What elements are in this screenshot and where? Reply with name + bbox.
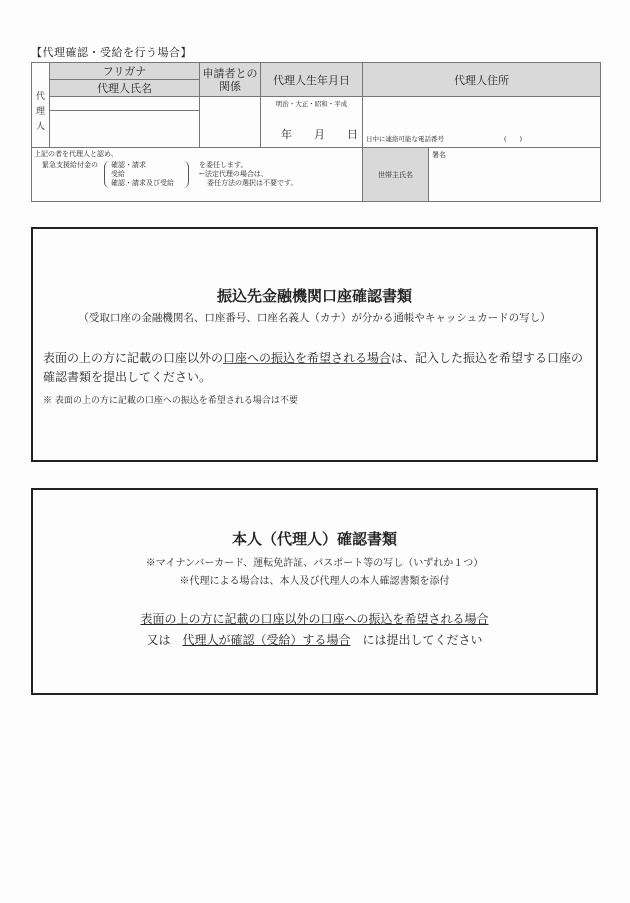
bank-box-title: 振込先金融機関口座確認書類 <box>216 287 412 305</box>
id-box-note-2: ※代理による場合は、本人及び代理人の本人確認書類を添付 <box>179 576 450 587</box>
delegation-statement: 上記の者を代理人と認め、 緊急支援給付金の 確認・請求 受給 確認・請求及び受給 を委任します。 ←法定代理の場合は、 委任方法の選択は不要です。 <box>32 148 363 202</box>
address-header: 代理人住所 <box>363 63 601 97</box>
relation-header: 申請者との 関係 <box>200 63 261 97</box>
signature-field[interactable]: 署名 <box>429 148 601 202</box>
proxy-name-header: 代理人氏名 <box>50 80 200 97</box>
relation-field[interactable] <box>200 97 261 148</box>
section-title: 【代理確認・受給を行う場合】 <box>31 46 192 59</box>
phone-label: 日中に連絡可能な電話番号 <box>366 135 444 143</box>
birthdate-header: 代理人生年月日 <box>261 63 363 97</box>
id-box-line-1: 表面の上の方に記載の口座以外の口座への振込を希望される場合 <box>140 612 489 626</box>
proxy-name-field[interactable] <box>50 111 200 148</box>
householder-label: 世帯主氏名 <box>363 148 429 202</box>
id-box-line-2: 又は 代理人が確認（受給）する場合 には提出してください <box>146 633 483 647</box>
bank-account-docs-box <box>31 227 598 462</box>
birthdate-field[interactable]: 明治・大正・昭和・平成 年 月 日 <box>261 97 363 148</box>
address-field[interactable]: 日中に連絡可能な電話番号 ( ) <box>363 97 601 148</box>
delegation-options[interactable]: 確認・請求 受給 確認・請求及び受給 <box>104 161 189 188</box>
id-box-title: 本人（代理人）確認書類 <box>231 530 397 548</box>
id-box-note-1: ※マイナンバーカード、運転免許証、パスポート等の写し（いずれか１つ） <box>145 558 484 569</box>
furigana-header: フリガナ <box>50 63 200 80</box>
era-options: 明治・大正・昭和・平成 <box>275 100 348 108</box>
proxy-table <box>31 62 601 202</box>
furigana-field[interactable] <box>50 97 200 111</box>
bank-box-note: ※ 表面の上の方に記載の口座への振込を希望される場合は不要 <box>43 396 298 406</box>
identity-docs-box <box>31 488 598 695</box>
proxy-side-label: 代 理 人 <box>32 63 50 148</box>
bank-box-subtitle: （受取口座の金融機関名、口座番号、口座名義人（カナ）が分かる通帳やキャッシュカードの写し） <box>78 312 551 324</box>
bank-box-body: 表面の上の方に記載の口座以外の口座への振込を希望される場合は、記入した振込を希望する口座の確認書類を提出してください。 <box>43 351 584 384</box>
